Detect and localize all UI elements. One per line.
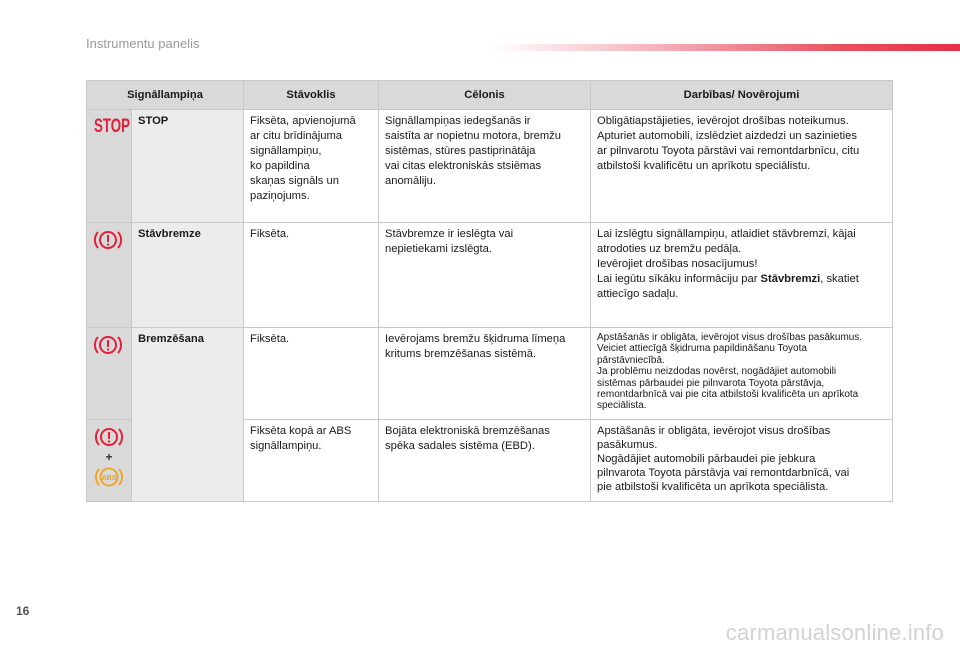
column-header-cause: Cēlonis xyxy=(379,81,591,110)
brake-warning-icon xyxy=(94,424,124,450)
lamp-action: Apstāšanās ir obligāta, ievērojot visus drošības pasākumus. Veiciet attiecīgā šķidruma papildināšanu Toyota pārstāvniecībā. Ja problēmu neizdodas novērst, nogādājiet automobili sistēmas pārbaudei pie pilnvarota Toyota pārstāvja, remontdarbnīcā vai pie cita atbilstoši kvalificēta un aprīkota speciālista. xyxy=(591,328,893,420)
brake-warning-icon xyxy=(93,227,123,253)
header-accent-bar xyxy=(490,44,960,51)
lamp-name: Bremzēšana xyxy=(132,328,244,502)
plus-sign: + xyxy=(105,450,113,464)
lamp-cell xyxy=(87,110,132,223)
lamp-action: Apstāšanās ir obligāta, ievērojot visus drošības pasākumus. Nogādājiet automobili pārbaudei pie jebkura pilnvarota Toyota pārstāvja vai remontdarbnīcā, vai pie atbilstoši kvalificēta un aprīkota speciālista. xyxy=(591,420,893,502)
table-row xyxy=(87,223,893,328)
lamp-cell xyxy=(87,420,132,502)
lamp-name: STOP xyxy=(132,110,244,223)
lamp-cell xyxy=(87,223,132,328)
abs-icon-text: ABS xyxy=(101,474,117,482)
table-row xyxy=(87,110,893,223)
watermark: carmanualsonline.info xyxy=(725,620,944,645)
lamp-state: Fiksēta, apvienojumā ar citu brīdinājuma signāllampiņu, ko papildina skaņas signāls un paziņojums. xyxy=(244,110,379,223)
lamp-action: Lai izslēgtu signāllampiņu, atlaidiet stāvbremzi, kājai atrodoties uz bremžu pedāļa. Ievērojiet drošības nosacījumus! Lai iegūtu sīkāku informāciju par Stāvbremzi, skatiet attiecīgo sadaļu. xyxy=(591,223,893,328)
lamp-state: Fiksēta. xyxy=(244,328,379,420)
table-row xyxy=(87,328,893,420)
lamp-cell xyxy=(87,328,132,420)
column-header-lamp: Signāllampiņa xyxy=(87,81,244,110)
table-header-row xyxy=(87,81,893,110)
lamp-cause: Stāvbremze ir ieslēgta vai nepietiekami izslēgta. xyxy=(379,223,591,328)
stop-lamp-icon xyxy=(93,114,131,136)
brake-warning-icon xyxy=(93,332,123,358)
warning-lamps-table xyxy=(86,80,893,502)
lamp-state: Fiksēta. xyxy=(244,223,379,328)
lamp-cause: Bojāta elektroniskā bremzēšanas spēka sadales sistēma (EBD). xyxy=(379,420,591,502)
cross-reference: Stāvbremzi xyxy=(760,273,821,285)
stop-lamp-text: STOP xyxy=(94,116,131,137)
page-number: 16 xyxy=(16,604,30,618)
abs-warning-icon xyxy=(94,464,124,490)
lamp-cause: Signāllampiņas iedegšanās ir saistīta ar nopietnu motora, bremžu sistēmas, stūres pastiprinātāja vai citas elektroniskās stsiēmas anomāliju. xyxy=(379,110,591,223)
column-header-state: Stāvoklis xyxy=(244,81,379,110)
lamp-name: Stāvbremze xyxy=(132,223,244,328)
lamp-action: Obligātiapstājieties, ievērojot drošības noteikumus. Apturiet automobili, izslēdziet aizdedzi un sazinieties ar pilnvarotu Toyota pārstāvi vai remontdarbnīcu, citu atbilstoši kvalificētu un aprīkotu speciālistu. xyxy=(591,110,893,223)
section-title: Instrumentu panelis xyxy=(86,36,200,51)
lamp-state: Fiksēta kopā ar ABS signāllampiņu. xyxy=(244,420,379,502)
lamp-cause: Ievērojams bremžu šķidruma līmeņa kritums bremzēšanas sistēmā. xyxy=(379,328,591,420)
column-header-action: Darbības/ Novērojumi xyxy=(591,81,893,110)
